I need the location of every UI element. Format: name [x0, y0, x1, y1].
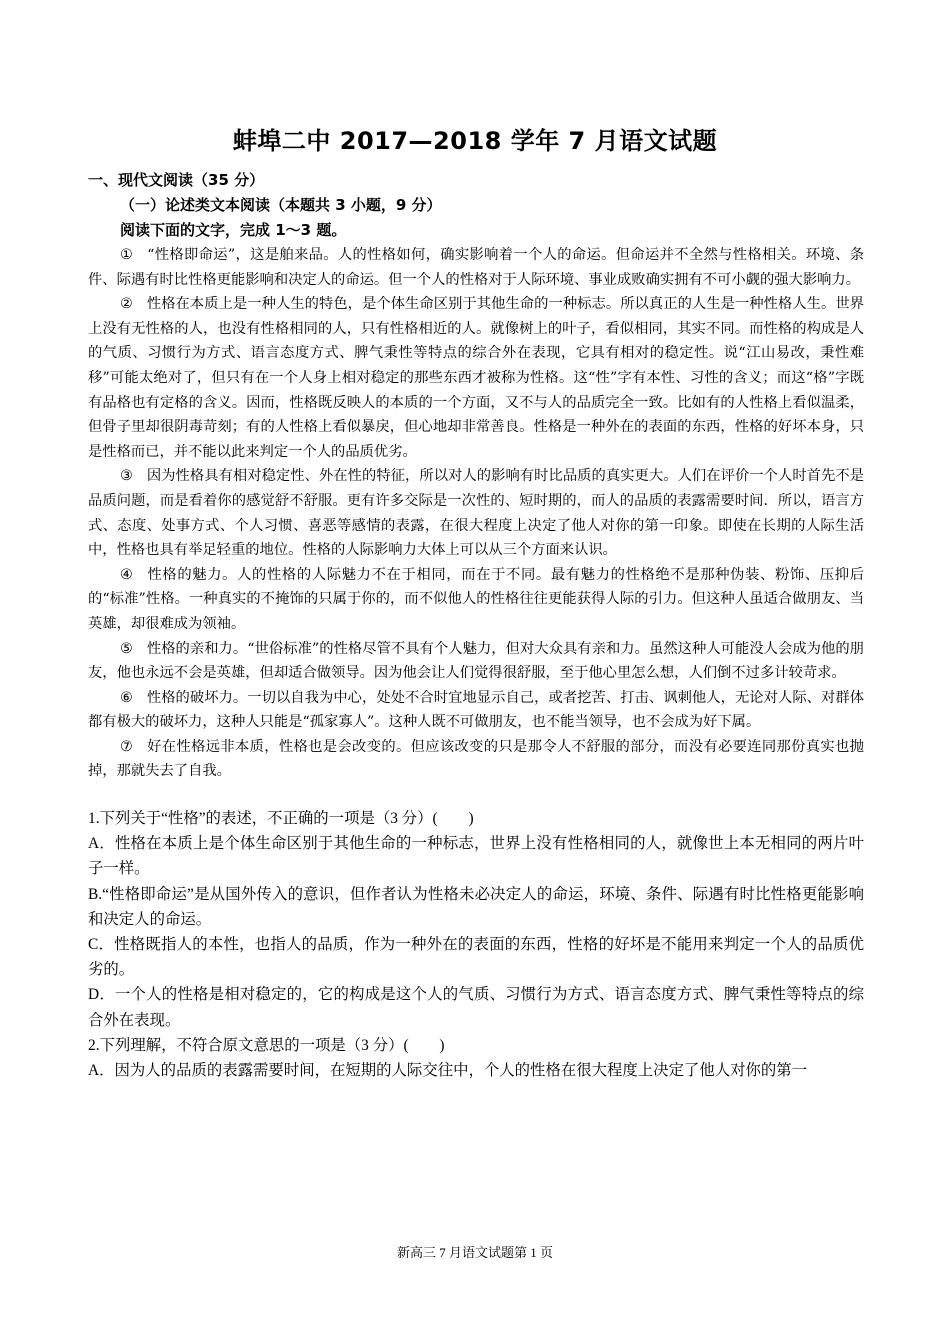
paragraph-number: ④: [120, 566, 134, 583]
paragraph-text: 性格在本质上是一种人生的特色，是个体生命区别于其他生命的一种标志。所以真正的人生是一种性格人生。世界上没有无性格的人，也没有性格相同的人，只有性格相近的人。就像树上的叶子，看似相同，其实不同。而性格的构成是人的气质、习惯行为方式、语言态度方式、脾气秉性等特点的综合外在表现，它具有相对的稳定性。说“江山易改，秉性难移”可能太绝对了，但只有在一个人身上相对稳定的那些东西才被称为性格。这“性”字有本性、习性的含义；而这“格”字既有品格也有定格的含义。因而，性格既反映人的本质的一个方面，又不与人的品质完全一致。比如有的人性格上看似温柔，但骨子里却很阴毒苛刻；有的人性格上看似暴戾，但心地却非常善良。性格是一种外在的表面的东西，性格的好坏本身，只是性格而已，并不能以此来判定一个人的品质优劣。: [88, 296, 864, 460]
question-1-option-c: C．性格既指人的本性，也指人的品质，作为一种外在的表面的东西，性格的好坏是不能用来判定一个人的品质优劣的。: [88, 936, 864, 979]
paragraph-6: [88, 686, 864, 735]
paragraph-2: [88, 292, 864, 464]
section-heading: 一、现代文阅读（35 分）: [88, 171, 265, 189]
page-title: 蚌埠二中 2017—2018 学年 7 月语文试题: [232, 127, 718, 155]
question-1-option-d: D．一个人的性格是相对稳定的，它的构成是这个人的气质、习惯行为方式、语言态度方式、脾气秉性等特点的综合外在表现。: [88, 986, 864, 1029]
question-1-option-b: B.“性格即命运”是从国外传入的意识，但作者认为性格未必决定人的命运，环境、条件、际遇有时比性格更能影响和决定人的命运。: [88, 885, 864, 928]
paragraph-number: ③: [120, 468, 133, 485]
paragraph-number: ②: [120, 296, 133, 313]
question-2-stem: 2.下列理解，不符合原文意思的一项是（3 分）( ): [88, 1036, 445, 1054]
paragraph-4: [88, 563, 864, 637]
spacer: [88, 784, 864, 806]
paragraph-text: “性格即命运”，这是舶来品。人的性格如何，确实影响着一个人的命运。但命运并不全然与性格相关。环境、条件、际遇有时比性格更能影响和决定人的命运。但一个人的性格对于人际环境、事业成败确实拥有不可小觑的强大影响力。: [88, 247, 864, 288]
paragraph-text: 性格的魅力。人的性格的人际魅力不在于相同，而在于不同。最有魅力的性格绝不是那种伪装、粉饰、压抑后的“标准”性格。一种真实的不掩饰的只属于你的，而不似他人的性格往往更能获得人际的引力。但这种人虽适合做朋友、当英雄，却很难成为领袖。: [88, 566, 864, 632]
paragraph-text: 性格的破坏力。一切以自我为中心，处处不合时宜地显示自己，或者挖苦、打击、讽刺他人，无论对人际、对群体都有极大的破坏力，这种人只能是“孤家寡人”。这种人既不可做朋友，也不能当领导，也不会成为好下属。: [88, 689, 864, 731]
page-content: [88, 168, 864, 1083]
page-footer: 新高三 7 月语文试题第 1 页: [396, 1245, 553, 1260]
paragraph-5: [88, 637, 864, 686]
paragraph-3: [88, 464, 864, 562]
paragraph-text: 好在性格远非本质，性格也是会改变的。但应该改变的只是那令人不舒服的部分，而没有必要连同那份真实也抛掉，那就失去了自我。: [88, 738, 864, 780]
paragraph-1: [88, 243, 864, 292]
subsection-heading: （一）论述类文本阅读（本题共 3 小题，9 分）: [120, 196, 442, 214]
paragraph-number: ⑥: [120, 689, 133, 706]
question-2-option-a: A．因为人的品质的表露需要时间，在短期的人际交往中，个人的性格在很大程度上决定了他人对你的第一: [88, 1062, 808, 1080]
paragraph-7: [88, 735, 864, 784]
paragraph-number: ⑦: [120, 738, 134, 755]
question-1-stem: 1.下列关于“性格”的表述，不正确的一项是（3 分）( ): [88, 810, 474, 828]
paragraph-number: ①: [120, 247, 134, 263]
paragraph-number: ⑤: [120, 640, 133, 657]
paragraph-text: 因为性格具有相对稳定性、外在性的特征，所以对人的影响有时比品质的真实更大。人们在评价一个人时首先不是品质问题，而是看着你的感觉舒不舒服。更有许多交际是一次性的、短时期的，而人的品质的表露需要时间．所以，语言方式、态度、处事方式、个人习惯、喜恶等感情的表露，在很大程度上决定了他人对你的第一印象。即使在长期的人际生活中，性格也具有举足轻重的地位。性格的人际影响力大体上可以从三个方面来认识。: [88, 468, 864, 559]
paragraph-text: 性格的亲和力。“世俗标准”的性格尽管不具有个人魅力，但对大众具有亲和力。虽然这种人可能没人会成为他的朋友，他也永远不会是英雄，但却适合做领导。因为他会让人们觉得很舒服，至于他心里怎么想，人们倒不过多计较苛求。: [88, 640, 864, 682]
reading-instruction: 阅读下面的文字，完成 1～3 题。: [120, 221, 347, 239]
question-1-option-a: A．性格在本质上是个体生命区别于其他生命的一种标志，世界上没有性格相同的人，就像世上本无相同的两片叶子一样。: [88, 835, 864, 878]
